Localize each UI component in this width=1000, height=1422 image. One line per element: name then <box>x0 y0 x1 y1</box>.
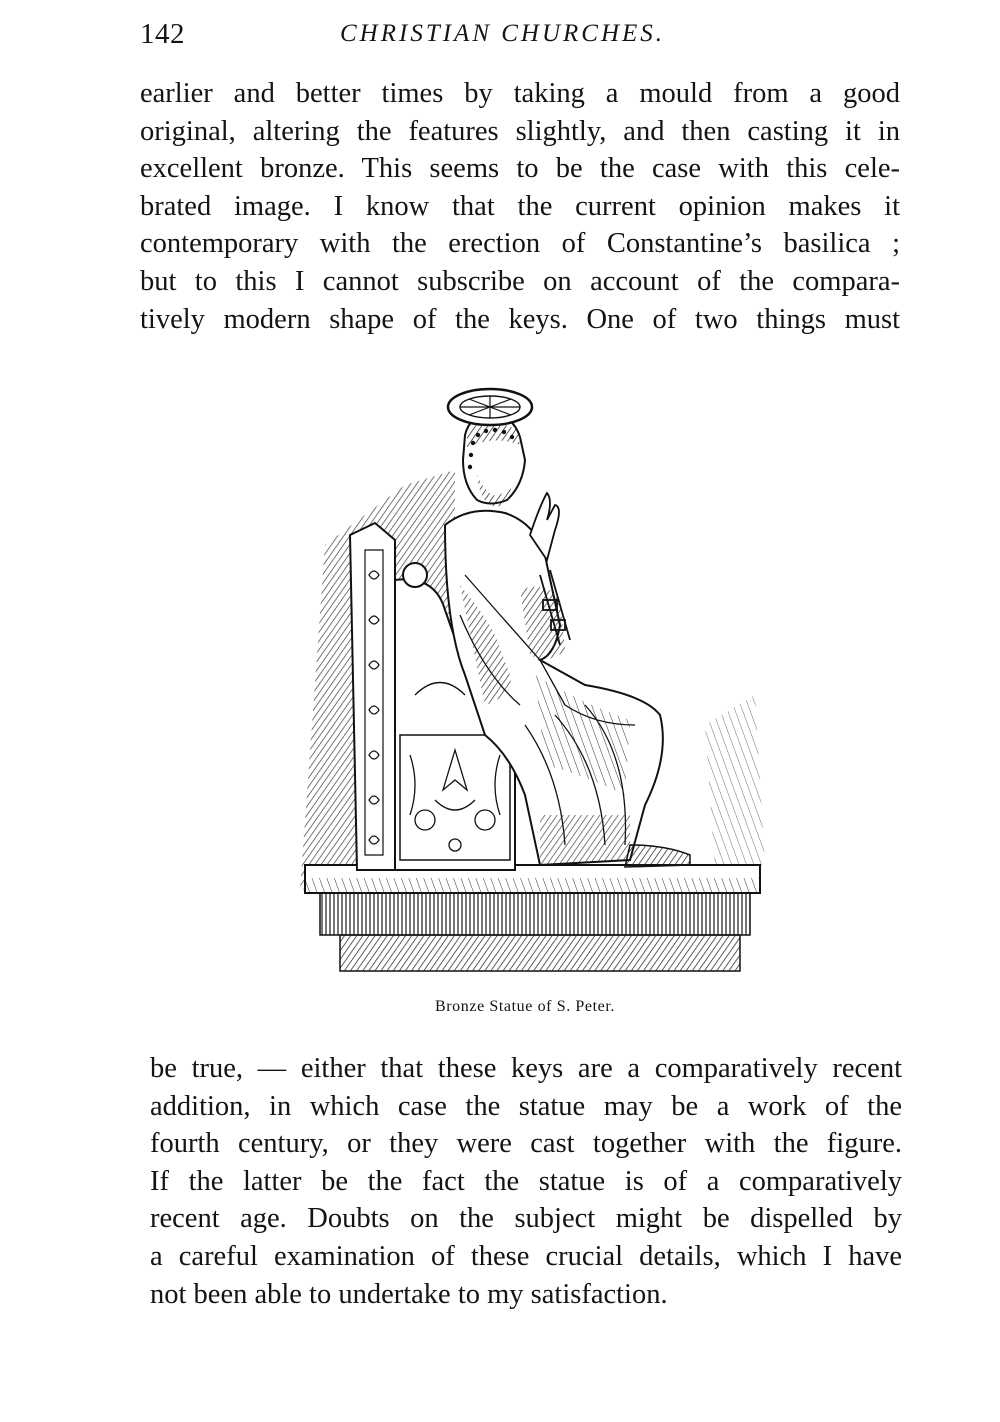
text-line: a careful examination of these crucial details, which I have <box>150 1240 902 1272</box>
text-line: but to this I cannot subscribe on account of the compara- <box>140 265 900 297</box>
text-line: addition, in which case the statue may be a work of the <box>150 1090 902 1122</box>
text-line: fourth century, or they were cast together with the figure. <box>150 1128 902 1160</box>
running-title: CHRISTIAN CHURCHES. <box>340 20 666 47</box>
paragraph-top <box>140 75 900 338</box>
statue-illustration <box>285 375 775 975</box>
figure-caption: Bronze Statue of S. Peter. <box>434 998 615 1015</box>
text-line: brated image. I know that the current opinion makes it <box>140 190 900 222</box>
text-line: tively modern shape of the keys. One of two things must <box>140 303 900 335</box>
running-header <box>140 18 900 58</box>
paragraph-bottom <box>150 1050 902 1313</box>
text-line: contemporary with the erection of Constantine’s basilica ; <box>140 228 900 260</box>
text-line: not been able to undertake to my satisfaction. <box>150 1278 668 1310</box>
text-line: earlier and better times by taking a mould from a good <box>140 78 900 109</box>
text-line: If the latter be the fact the statue is of a comparatively <box>150 1165 902 1197</box>
text-line: excellent bronze. This seems to be the case with this cele- <box>140 153 900 185</box>
page-number: 142 <box>140 18 185 50</box>
text-line: recent age. Doubts on the subject might be dispelled by <box>150 1203 902 1235</box>
text-line: be true, — either that these keys are a comparatively recent <box>150 1053 902 1084</box>
text-line: original, altering the features slightly, and then casting it in <box>140 115 900 147</box>
